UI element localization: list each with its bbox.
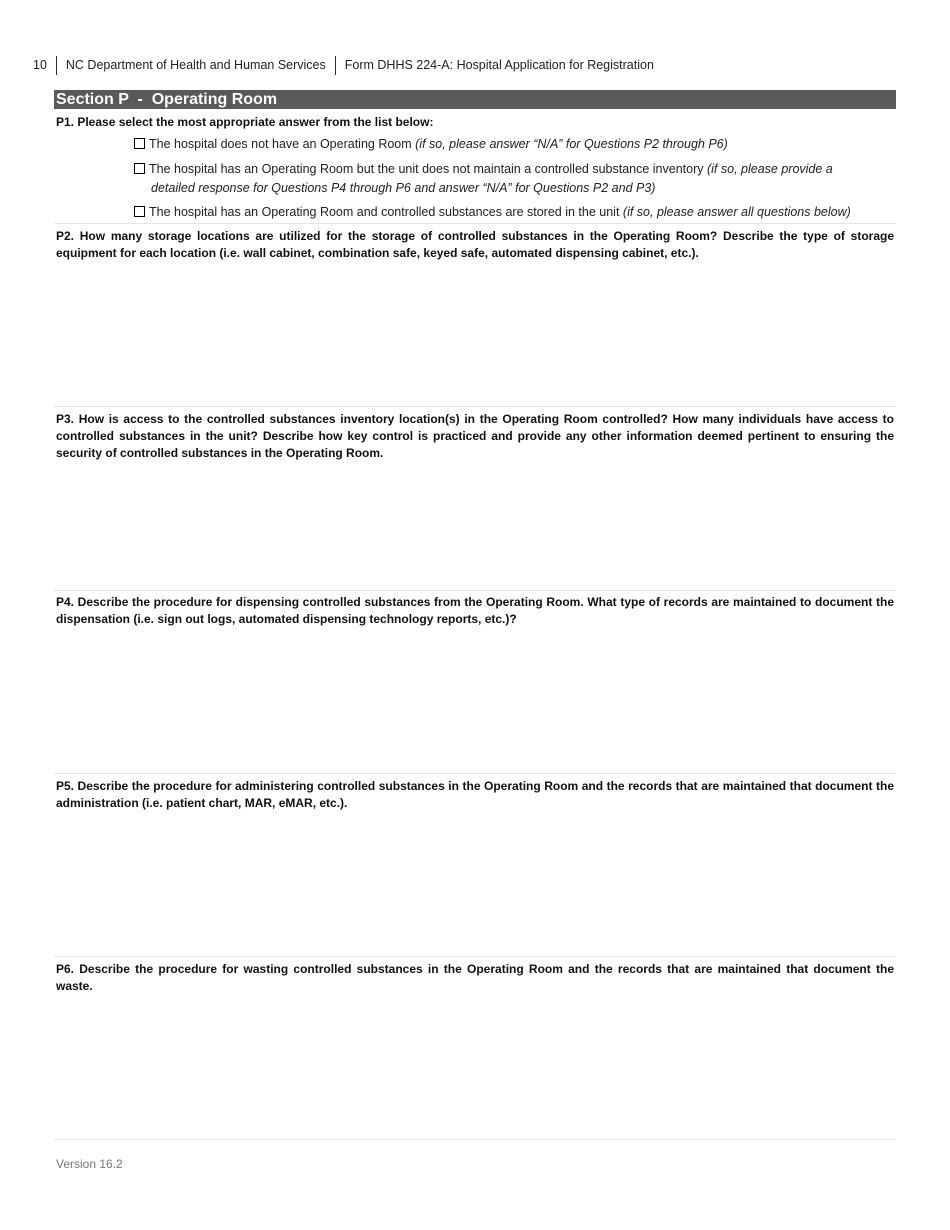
question-p6: P6. Describe the procedure for wasting controlled substances in the Operating Room and the records that are maintained that document the waste. bbox=[56, 962, 894, 993]
option-note: (if so, please answer “N/A” for Questions P2 through P6) bbox=[415, 137, 728, 151]
page-number: 10 bbox=[33, 58, 47, 72]
section-title: Section P - Operating Room bbox=[54, 90, 896, 109]
p1-option-1[interactable] bbox=[134, 135, 874, 154]
option-note: (if so, please provide a bbox=[706, 162, 833, 176]
option-text: The hospital has an Operating Room and controlled substances are stored in the unit bbox=[149, 205, 623, 219]
checkbox[interactable] bbox=[134, 138, 145, 149]
page-header bbox=[33, 55, 654, 75]
question-p1: P1. Please select the most appropriate answer from the list below: bbox=[56, 115, 434, 129]
option-text: The hospital has an Operating Room but the unit does not maintain a controlled substance inventory bbox=[149, 162, 707, 176]
header-divider bbox=[335, 56, 336, 75]
checkbox[interactable] bbox=[134, 163, 145, 174]
p1-option-2[interactable] bbox=[134, 160, 874, 198]
answer-area-p6[interactable] bbox=[54, 999, 896, 1134]
question-p5: P5. Describe the procedure for administering controlled substances in the Operating Room and the records that are maintained that document the administration (i.e. patient chart, MAR, eMAR, etc.). bbox=[56, 779, 894, 810]
divider bbox=[54, 956, 896, 957]
question-p3: P3. How is access to the controlled substances inventory location(s) in the Operating Room controlled? How many individuals have access to controlled substances in the unit? Describe how key control is practiced and provide any other information deemed pertinent to ensuring the security of controlled substances in the Operating Room. bbox=[56, 412, 894, 460]
answer-area-p2[interactable] bbox=[54, 266, 896, 401]
divider bbox=[54, 590, 896, 591]
option-note-continued: detailed response for Questions P4 through P6 and answer “N/A” for Questions P2 and P3) bbox=[151, 181, 656, 195]
answer-area-p4[interactable] bbox=[54, 632, 896, 767]
form-title: Form DHHS 224-A: Hospital Application for Registration bbox=[344, 58, 654, 72]
version-label: Version 16.2 bbox=[56, 1157, 123, 1171]
question-p4: P4. Describe the procedure for dispensing controlled substances from the Operating Room. What type of records are maintained to document the dispensation (i.e. sign out logs, automated dispensing technology reports, etc.)? bbox=[56, 595, 894, 626]
divider bbox=[54, 406, 896, 407]
answer-area-p3[interactable] bbox=[54, 466, 896, 584]
question-p2: P2. How many storage locations are utilized for the storage of controlled substances in the Operating Room? Describe the type of storage equipment for each location (i.e. wall cabinet, combination safe, keyed safe, automated dispensing cabinet, etc.). bbox=[56, 229, 894, 260]
footer-divider bbox=[54, 1139, 896, 1140]
department-name: NC Department of Health and Human Services bbox=[65, 58, 326, 72]
header-divider bbox=[56, 56, 57, 75]
answer-area-p5[interactable] bbox=[54, 816, 896, 951]
checkbox[interactable] bbox=[134, 206, 145, 217]
option-text: The hospital does not have an Operating Room bbox=[149, 137, 416, 151]
divider bbox=[54, 223, 896, 224]
option-note: (if so, please answer all questions below) bbox=[622, 205, 851, 219]
divider bbox=[54, 773, 896, 774]
p1-option-3[interactable] bbox=[134, 203, 874, 222]
